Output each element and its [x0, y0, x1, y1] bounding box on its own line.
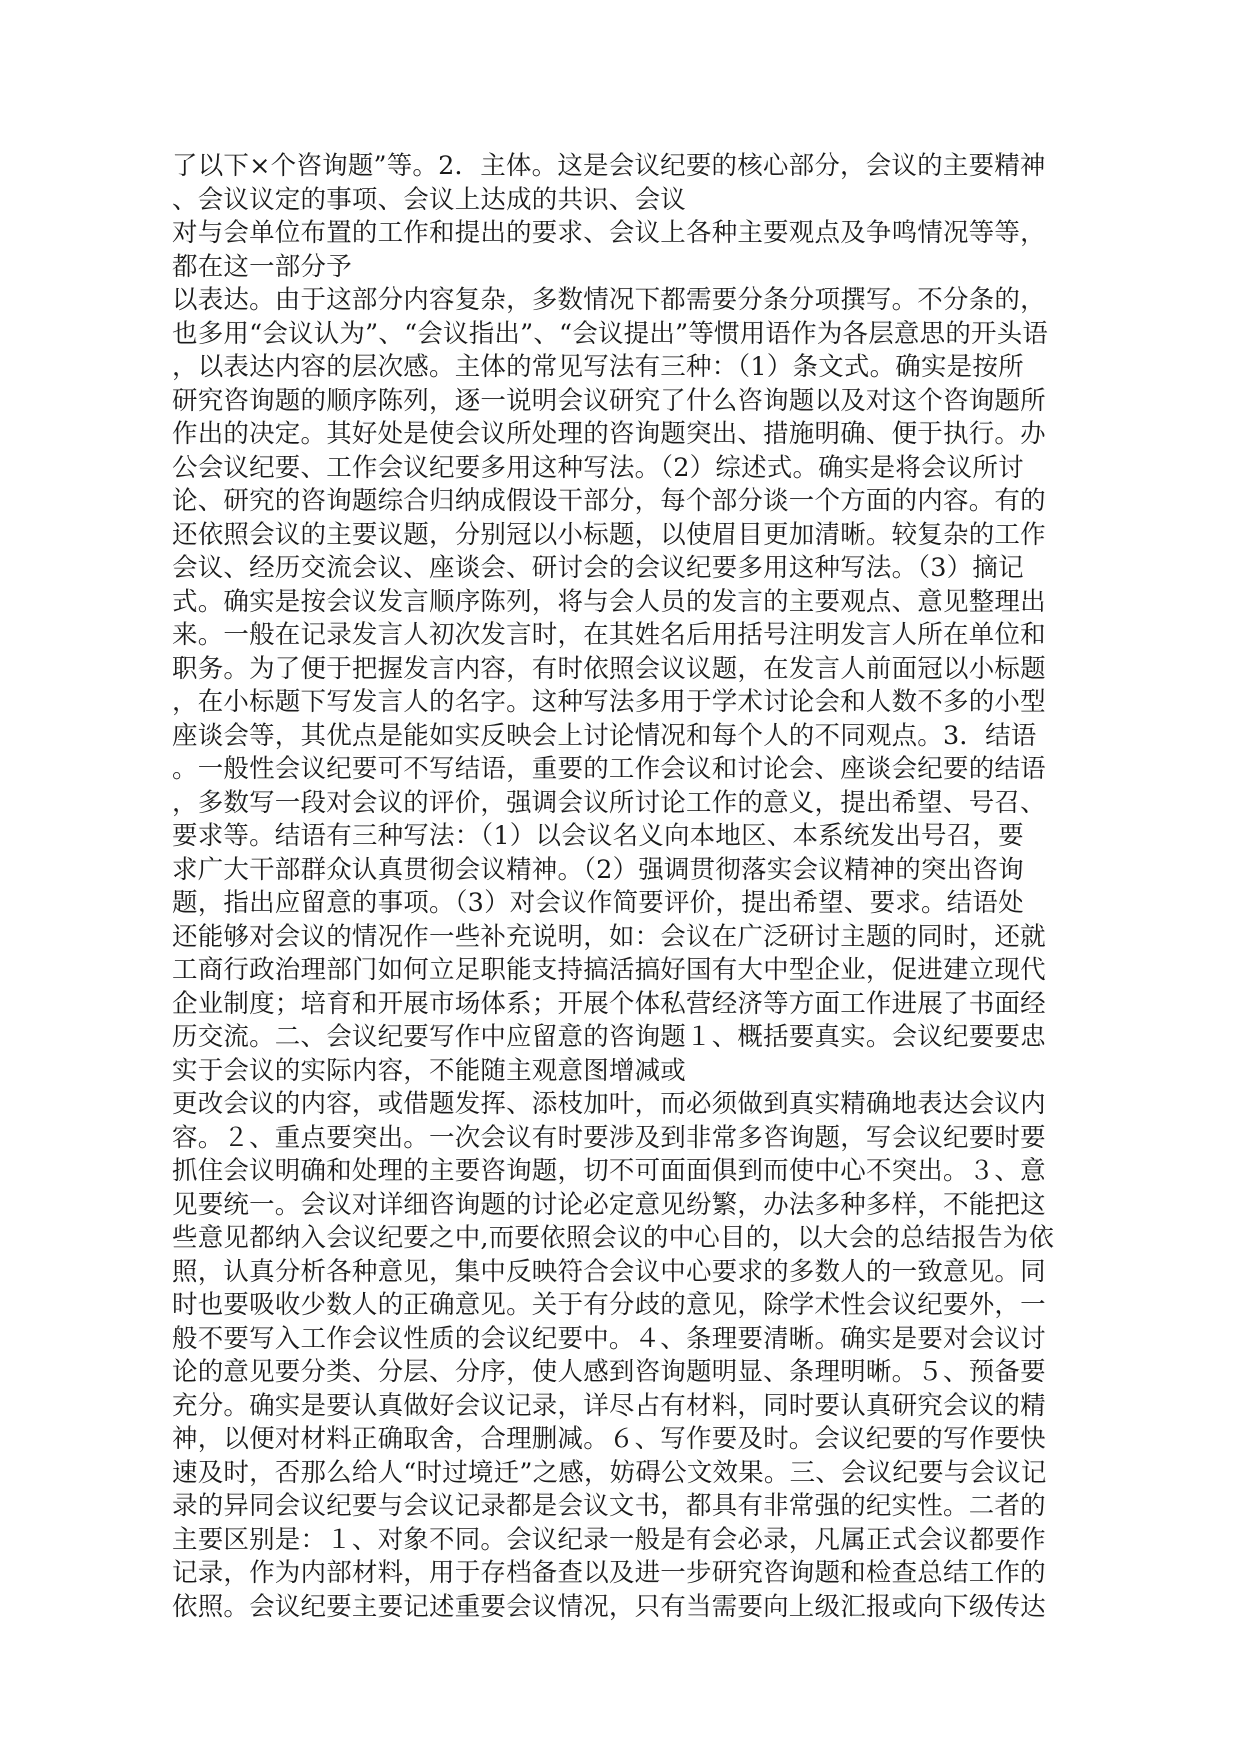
text-line: 容。２、重点要突出。一次会议有时要涉及到非常多咨询题，写会议纪要时要 [172, 1122, 1046, 1153]
text-line: 历交流。二、会议纪要写作中应留意的咨询题１、概括要真实。会议纪要要忠 [172, 1022, 1046, 1052]
text-line: 论、研究的咨询题综合归纳成假设干部分，每个部分谈一个方面的内容。有的 [172, 486, 1046, 516]
text-line: 作出的决定。其好处是使会议所处理的咨询题突出、措施明确、便于执行。办 [172, 419, 1046, 449]
text-line: ，在小标题下写发言人的名字。这种写法多用于学术讨论会和人数不多的小型 [172, 687, 1046, 717]
text-line: 职务。为了便于把握发言内容，有时依照会议议题，在发言人前面冠以小标题 [172, 653, 1046, 684]
text-line: 式。确实是按会议发言顺序陈列，将与会人员的发言的主要观点、意见整理出 [172, 586, 1046, 617]
text-line: 见要统一。会议对详细咨询题的讨论必定意见纷繁，办法多种多样，不能把这 [172, 1189, 1046, 1220]
text-line: 抓住会议明确和处理的主要咨询题，切不可面面俱到而使中心不突出。３、意 [172, 1156, 1046, 1186]
text-line: 研究咨询题的顺序陈列，逐一说明会议研究了什么咨询题以及对这个咨询题所 [172, 385, 1046, 416]
text-line: 还依照会议的主要议题，分别冠以小标题，以使眉目更加清晰。较复杂的工作 [172, 519, 1046, 550]
text-line: 主要区别是：１、对象不同。会议纪录一般是有会必录，凡属正式会议都要作 [172, 1524, 1046, 1555]
text-line: 要求等。结语有三种写法：（1）以会议名义向本地区、本系统发出号召，要 [172, 821, 1024, 851]
text-line: 记录，作为内部材料，用于存档备查以及进一步研究咨询题和检查总结工作的 [172, 1558, 1046, 1588]
text-line: 录的异同会议纪要与会议记录都是会议文书，都具有非常强的纪实性。二者的 [172, 1491, 1046, 1521]
text-line: 座谈会等，其优点是能如实反映会上讨论情况和每个人的不同观点。3．结语 [172, 720, 1037, 751]
text-line: 工商行政治理部门如何立足职能支持搞活搞好国有大中型企业，促进建立现代 [172, 955, 1046, 985]
text-line: 些意见都纳入会议纪要之中,而要依照会议的中心目的，以大会的总结报告为依 [172, 1223, 1055, 1253]
text-line: 依照。会议纪要主要记述重要会议情况，只有当需要向上级汇报或向下级传达 [172, 1591, 1046, 1622]
text-line: 对与会单位布置的工作和提出的要求、会议上各种主要观点及争鸣情况等等， [172, 218, 1046, 248]
text-line: 求广大干部群众认真贯彻会议精神。（2）强调贯彻落实会议精神的突出咨询 [172, 854, 1024, 885]
text-line: 论的意见要分类、分层、分序，使人感到咨询题明显、条理明晰。５、预备要 [172, 1357, 1046, 1387]
text-line: 充分。确实是要认真做好会议记录，详尽占有材料，同时要认真研究会议的精 [172, 1390, 1046, 1421]
text-line: ，以表达内容的层次感。主体的常见写法有三种：（1）条文式。确实是按所 [172, 352, 1024, 382]
text-line: 公会议纪要、工作会议纪要多用这种写法。（2）综述式。确实是将会议所讨 [172, 452, 1024, 483]
text-line: 会议、经历交流会议、座谈会、研讨会的会议纪要多用这种写法。（3）摘记 [172, 553, 1024, 583]
text-line: 实于会议的实际内容，不能随主观意图增减或 [172, 1055, 687, 1086]
document-body-text [172, 150, 1072, 1624]
text-line: 神，以便对材料正确取舍，合理删减。６、写作要及时。会议纪要的写作要快 [172, 1424, 1046, 1454]
text-line: 题，指出应留意的事项。（3）对会议作简要评价，提出希望、要求。结语处 [172, 888, 1024, 918]
text-line: 都在这一部分予 [172, 251, 352, 282]
text-line: 还能够对会议的情况作一些补充说明，如：会议在广泛研讨主题的同时，还就 [172, 921, 1046, 952]
text-line: 速及时，否那么给人“时过境迁”之感，妨碍公文效果。三、会议纪要与会议记 [172, 1457, 1047, 1488]
text-line: 来。一般在记录发言人初次发言时，在其姓名后用括号注明发言人所在单位和 [172, 620, 1046, 650]
text-line: 。一般性会议纪要可不写结语，重要的工作会议和讨论会、座谈会纪要的结语 [172, 754, 1046, 784]
text-line: 以表达。由于这部分内容复杂，多数情况下都需要分条分项撰写。不分条的， [172, 285, 1046, 315]
text-line: 了以下×个咨询题”等。2．主体。这是会议纪要的核心部分，会议的主要精神 [172, 151, 1046, 181]
text-line: 企业制度；培育和开展市场体系；开展个体私营经济等方面工作进展了书面经 [172, 988, 1046, 1019]
text-line: 照，认真分析各种意见，集中反映符合会议中心要求的多数人的一致意见。同 [172, 1256, 1046, 1287]
text-line: ，多数写一段对会议的评价，强调会议所讨论工作的意义，提出希望、号召、 [172, 787, 1046, 818]
text-line: 般不要写入工作会议性质的会议纪要中。４、条理要清晰。确实是要对会议讨 [172, 1323, 1046, 1354]
text-line: 时也要吸收少数人的正确意见。关于有分歧的意见，除学术性会议纪要外，一 [172, 1290, 1046, 1320]
text-line: 、会议议定的事项、会议上达成的共识、会议 [172, 184, 687, 215]
text-line: 也多用“会议认为”、“会议指出”、“会议提出”等惯用语作为各层意思的开头语 [172, 318, 1049, 349]
text-line: 更改会议的内容，或借题发挥、添枝加叶，而必须做到真实精确地表达会议内 [172, 1089, 1046, 1119]
